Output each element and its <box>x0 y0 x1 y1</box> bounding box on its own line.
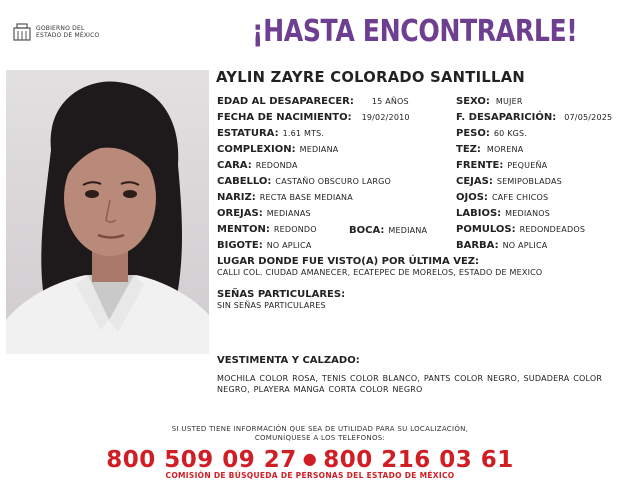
field-sexo <box>456 96 523 108</box>
field-label: FRENTE: <box>456 160 504 171</box>
field-label: BARBA: <box>456 240 499 251</box>
field-value: NO APLICA <box>266 241 312 250</box>
field-label: BOCA: <box>349 225 385 236</box>
field-edad <box>217 96 409 108</box>
field-value: REDONDA <box>255 161 298 170</box>
field-label: SEXO: <box>456 96 490 107</box>
field-value: NO APLICA <box>502 241 548 250</box>
field-value: 1.61 MTS. <box>282 129 325 138</box>
phone-1: 800 509 09 27 <box>106 447 297 473</box>
government-logo <box>12 22 99 42</box>
government-name <box>36 25 99 39</box>
field-value: REDONDO <box>273 225 317 234</box>
field-tez <box>456 144 523 156</box>
field-value: MEDIANAS <box>266 209 311 218</box>
field-orejas <box>217 208 311 220</box>
missing-person-photo <box>6 70 209 354</box>
senas-label: SEÑAS PARTICULARES: <box>217 289 346 300</box>
info-line-2: COMUNÍQUESE A LOS TELÉFONOS: <box>254 434 386 442</box>
comision-name: COMISIÓN DE BÚSQUEDA DE PERSONAS DEL ESTADO DE MÉXICO <box>165 471 455 480</box>
field-label: PESO: <box>456 128 490 139</box>
field-value: 07/05/2025 <box>564 113 613 122</box>
field-label: MENTON: <box>217 224 270 235</box>
info-line-1: SI USTED TIENE INFORMACIÓN QUE SEA DE UTILIDAD PARA SU LOCALIZACIÓN, <box>171 425 469 433</box>
field-value: SEMIPOBLADAS <box>496 177 562 186</box>
person-name: AYLIN ZAYRE COLORADO SANTILLAN <box>216 68 526 86</box>
field-barba <box>456 240 547 252</box>
portrait-image <box>6 70 209 354</box>
field-bigote <box>217 240 312 252</box>
field-label: BIGOTE: <box>217 240 263 251</box>
field-value: REDONDEADOS <box>519 225 586 234</box>
field-desaparicion <box>456 112 612 124</box>
field-label: ESTATURA: <box>217 128 279 139</box>
field-value: MEDIANA <box>299 145 339 154</box>
field-frente <box>456 160 547 172</box>
field-label: POMULOS: <box>456 224 516 235</box>
field-label: F. DESAPARICIÓN: <box>456 112 557 123</box>
last-seen-label: LUGAR DONDE FUE VISTO(A) POR ÚLTIMA VEZ: <box>217 256 480 267</box>
field-estatura <box>217 128 324 140</box>
field-ojos <box>456 192 548 204</box>
phone-2: 800 216 03 61 <box>323 447 514 473</box>
field-cara <box>217 160 298 172</box>
field-value: 19/02/2010 <box>361 113 410 122</box>
field-value: MORENA <box>486 145 524 154</box>
vestimenta-label: VESTIMENTA Y CALZADO: <box>217 355 360 366</box>
field-cabello <box>217 176 391 188</box>
field-labios <box>456 208 550 220</box>
state-emblem-icon <box>12 22 32 42</box>
last-seen-value: CALLI COL. CIUDAD AMANECER, ECATEPEC DE MORELOS, ESTADO DE MEXICO <box>217 268 543 277</box>
separator-dot-icon: ● <box>302 449 318 468</box>
field-label: OREJAS: <box>217 208 263 219</box>
vestimenta-value: MOCHILA COLOR ROSA, TENIS COLOR BLANCO, PANTS COLOR NEGRO, SUDADERA COLOR NEGRO, PLAYERA MANGA CORTA COLOR NEGRO <box>217 374 603 394</box>
senas-value: SIN SEÑAS PARTICULARES <box>217 301 326 310</box>
field-label: TEZ: <box>456 144 481 155</box>
field-label: FECHA DE NACIMIENTO: <box>217 112 352 123</box>
field-value: RECTA BASE MEDIANA <box>259 193 353 202</box>
field-pomulos <box>456 224 585 236</box>
gov-line-2: ESTADO DE MÉXICO <box>36 32 100 39</box>
field-label: CABELLO: <box>217 176 272 187</box>
field-menton <box>217 224 317 236</box>
field-label: OJOS: <box>456 192 488 203</box>
field-value: MEDIANOS <box>505 209 551 218</box>
phone-numbers <box>0 446 620 473</box>
field-value: 15 AÑOS <box>371 97 409 106</box>
field-label: NARIZ: <box>217 192 256 203</box>
field-label: LABIOS: <box>456 208 502 219</box>
gov-line-1: GOBIERNO DEL <box>36 25 85 32</box>
field-value: PEQUEÑA <box>507 161 548 170</box>
headline: ¡HASTA ENCONTRARLE! <box>252 14 578 49</box>
field-label: CARA: <box>217 160 252 171</box>
field-peso <box>456 128 527 140</box>
field-value: MUJER <box>495 97 523 106</box>
field-boca <box>349 225 427 237</box>
field-value: CASTAÑO OBSCURO LARGO <box>275 177 392 186</box>
field-value: MEDIANA <box>388 226 428 235</box>
field-value: 60 KGS. <box>493 129 528 138</box>
field-label: CEJAS: <box>456 176 493 187</box>
field-value: CAFE CHICOS <box>491 193 549 202</box>
field-cejas <box>456 176 562 188</box>
field-nacimiento <box>217 112 410 124</box>
field-label: COMPLEXION: <box>217 144 296 155</box>
field-label: EDAD AL DESAPARECER: <box>217 96 354 107</box>
field-nariz <box>217 192 353 204</box>
field-complexion <box>217 144 338 156</box>
